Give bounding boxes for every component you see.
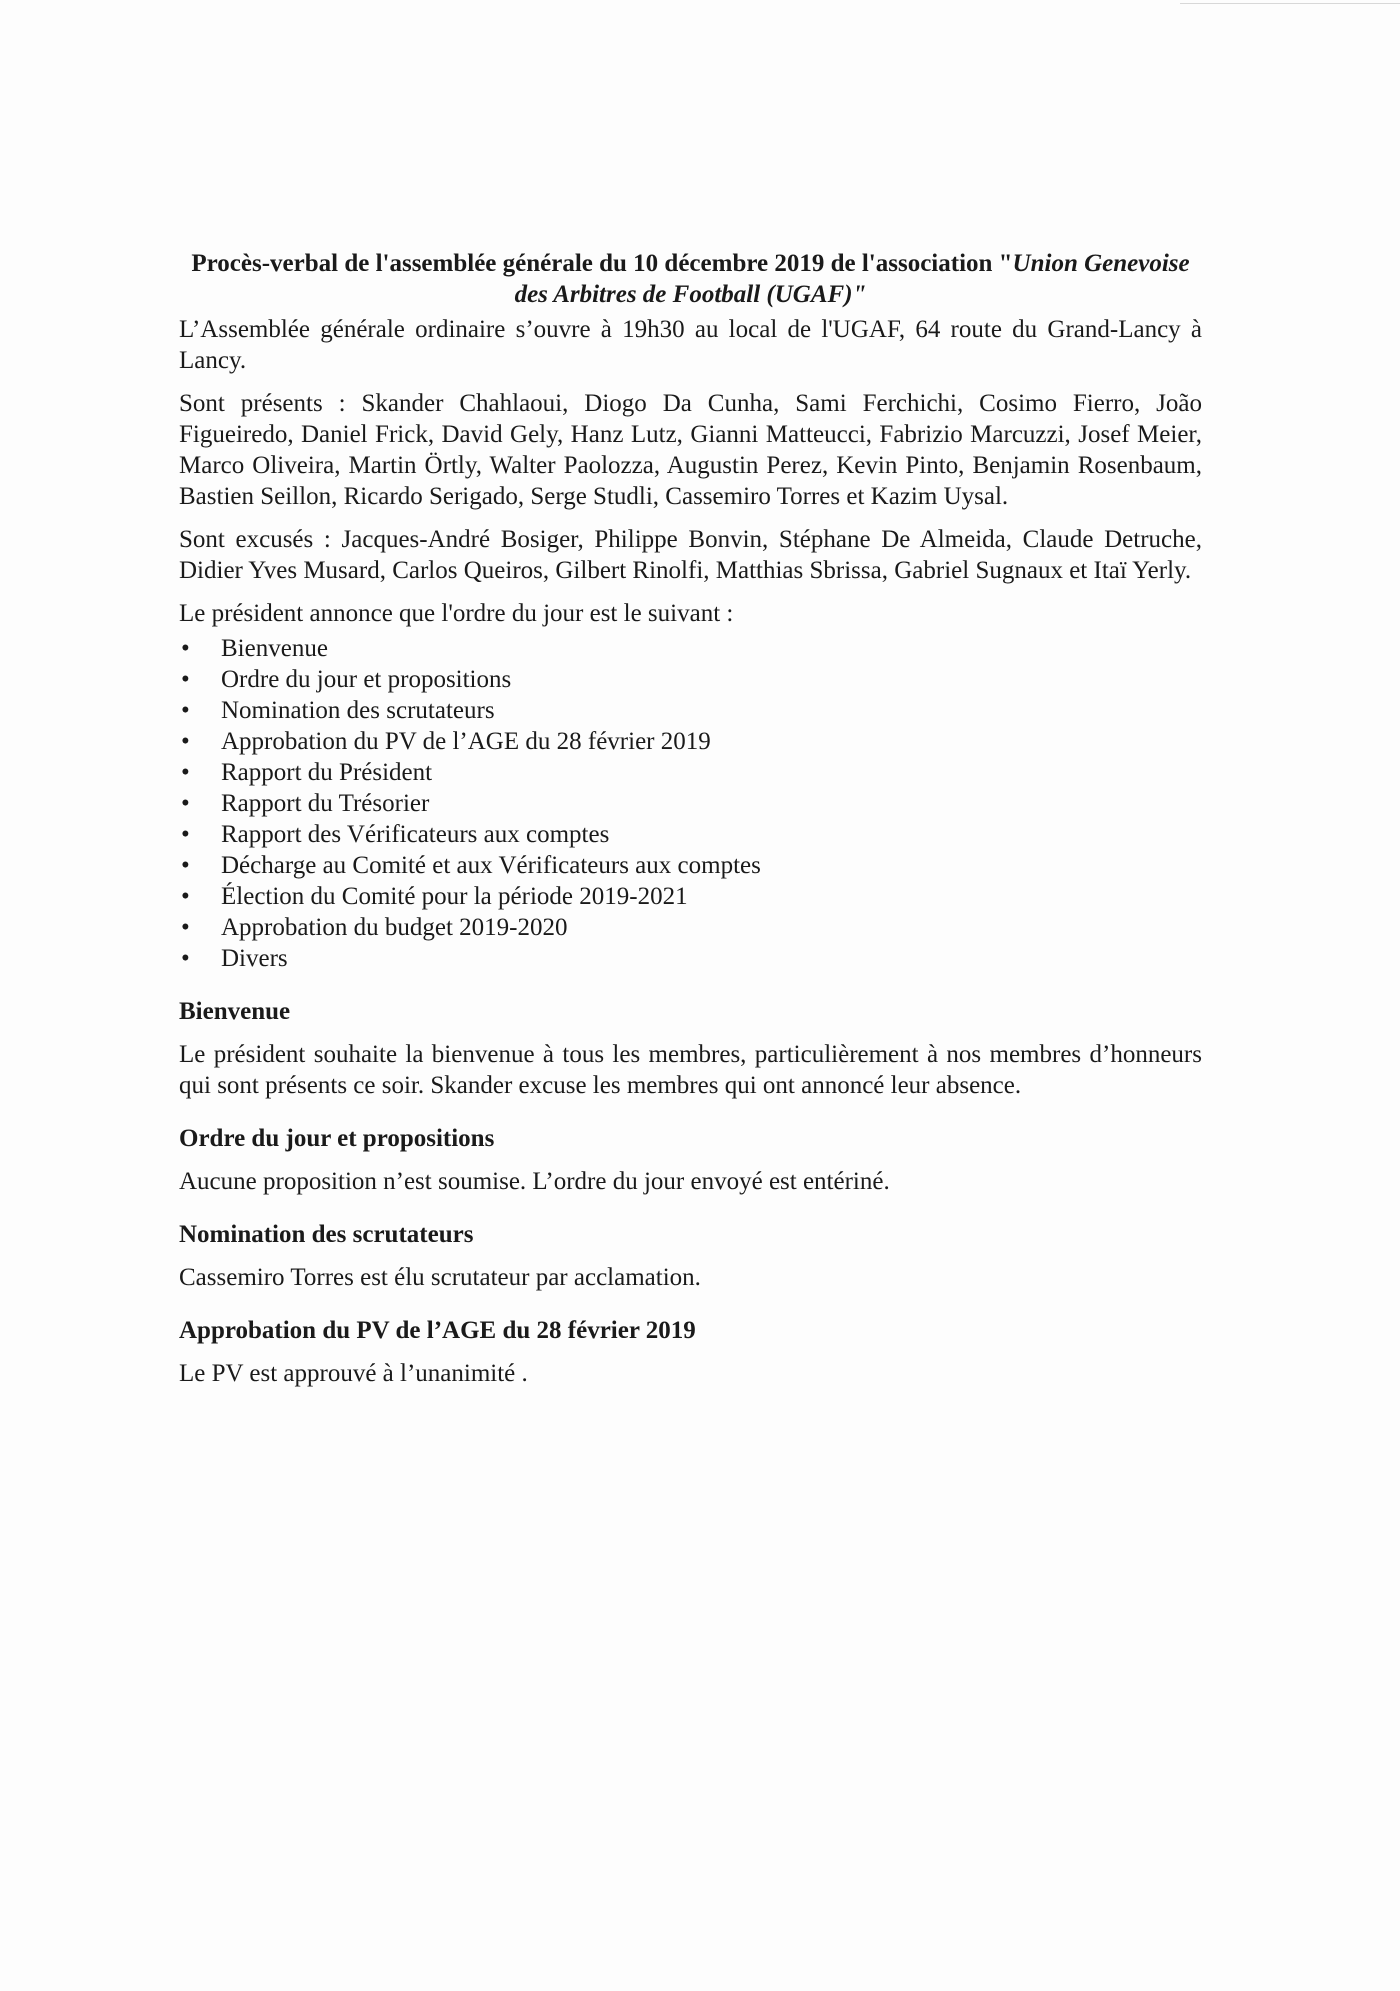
section-body: Le PV est approuvé à l’unanimité . [179,1360,528,1387]
agenda-item: • Ordre du jour et propositions [179,664,1202,695]
agenda-item: • Nomination des scrutateurs [179,695,1202,726]
agenda-item: • Rapport du Trésorier [179,788,1202,819]
attendees-paragraph: Sont présents : Skander Chahlaoui, Diogo Da Cunha, Sami Ferchichi, Cosimo Fierro, João Figueiredo, Daniel Frick, David Gely, Hanz Lutz, Gianni Matteucci, Fabrizio Marcuzzi, Josef Meier, Marco Oliveira, Martin Örtly, Walter Paolozza, Augustin Perez, Kevin Pinto, Benjamin Rosenbaum, Bastien Seillon, Ricardo Serigado, Serge Studli, Cassemiro Torres et Kazim Uysal. [179,390,1202,510]
section-body: Le président souhaite la bienvenue à tous les membres, particulièrement à nos membres d’honneurs qui sont présents ce soir. Skander excuse les membres qui ont annoncé leur absence. [179,1041,1202,1099]
agenda-item: • Décharge au Comité et aux Vérificateurs aux comptes [179,850,1202,881]
agenda-item: • Bienvenue [179,633,1202,664]
agenda-item: • Approbation du PV de l’AGE du 28 février 2019 [179,726,1202,757]
agenda-intro: Le président annonce que l'ordre du jour est le suivant : [179,600,734,627]
agenda-list [179,633,1202,974]
agenda-item: • Rapport du Président [179,757,1202,788]
agenda-item: • Approbation du budget 2019-2020 [179,912,1202,943]
agenda-item: • Élection du Comité pour la période 2019-2021 [179,881,1202,912]
intro-paragraph: L’Assemblée générale ordinaire s’ouvre à 19h30 au local de l'UGAF, 64 route du Grand-Lancy à Lancy. [179,316,1202,374]
title-part-3: " [852,281,867,308]
document-title [179,248,1202,310]
section-ordre-du-jour [179,1123,1202,1197]
section-body: Cassemiro Torres est élu scrutateur par acclamation. [179,1264,701,1291]
section-heading: Approbation du PV de l’AGE du 28 février 2019 [179,1317,696,1344]
agenda-item: • Rapport des Vérificateurs aux comptes [179,819,1202,850]
section-heading: Bienvenue [179,998,291,1025]
scan-edge-line [1180,3,1400,4]
section-heading: Ordre du jour et propositions [179,1125,495,1152]
document-body [179,248,1202,1411]
excused-paragraph: Sont excusés : Jacques-André Bosiger, Philippe Bonvin, Stéphane De Almeida, Claude Detruche, Didier Yves Musard, Carlos Queiros, Gilbert Rinolfi, Matthias Sbrissa, Gabriel Sugnaux et Itaï Yerly. [179,526,1202,584]
section-body: Aucune proposition n’est soumise. L’ordre du jour envoyé est entériné. [179,1168,890,1195]
section-scrutateurs [179,1219,1202,1293]
title-part-1: Procès-verbal de l'assemblée générale du 10 décembre 2019 de l'association " [191,250,1013,277]
agenda-item: • Divers [179,943,1202,974]
section-bienvenue [179,996,1202,1101]
section-approbation-pv [179,1315,1202,1389]
title-association-name: Union Genevoise des Arbitres de Football (UGAF) [514,250,1190,308]
section-heading: Nomination des scrutateurs [179,1221,474,1248]
